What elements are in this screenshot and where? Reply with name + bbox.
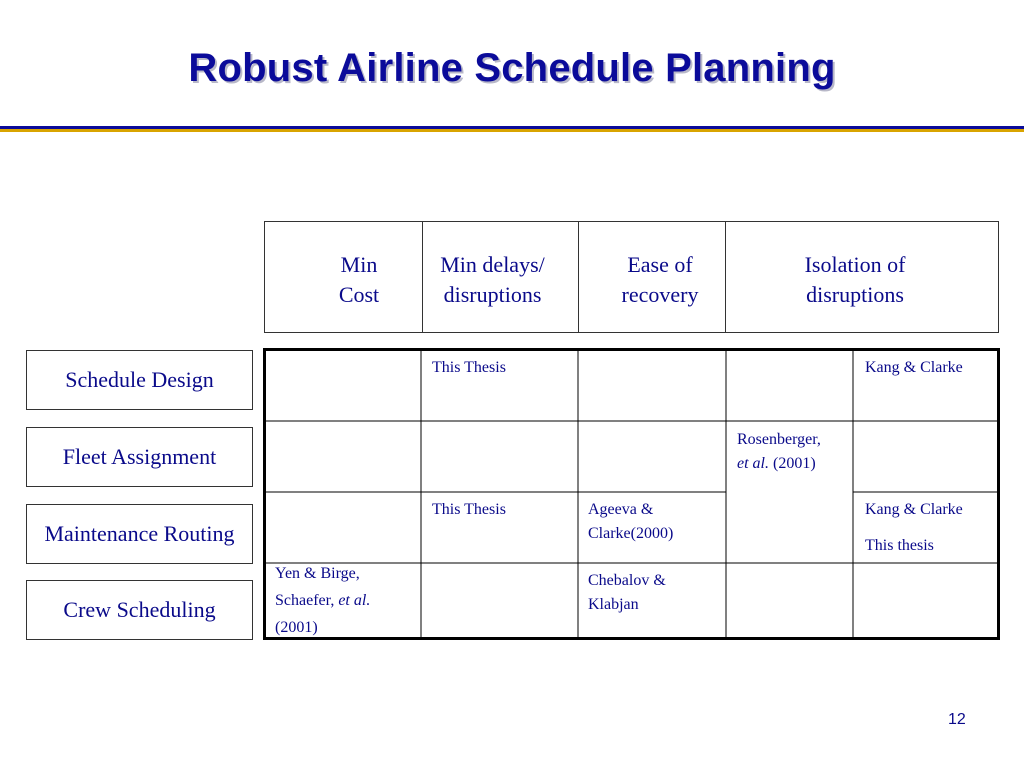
cell-crew-scheduling-min-cost: [275, 560, 370, 641]
cell-text: Schaefer,: [275, 592, 339, 609]
row-label-maintenance-routing: Maintenance Routing: [26, 504, 253, 564]
header-divider: [725, 222, 726, 332]
row-label-fleet-assignment: Fleet Assignment: [26, 427, 253, 487]
cell-maintenance-routing-ease-of-recovery: [588, 498, 673, 546]
cell-text-italic: et al.: [338, 592, 371, 609]
column-header-line: disruptions: [443, 282, 542, 307]
cell-text: Kang & Clarke: [865, 501, 963, 518]
cell-schedule-design-isolation: Kang & Clarke: [865, 359, 963, 376]
column-header-line: Min: [340, 252, 378, 277]
cell-schedule-design-min-delays: This Thesis: [432, 359, 506, 376]
column-header-line: disruptions: [806, 282, 904, 307]
header-divider: [578, 222, 579, 332]
column-header-ease-of-recovery: [605, 250, 715, 310]
column-header-min-cost: [329, 250, 389, 310]
column-header-line: Min delays/: [440, 252, 545, 277]
cell-fleet-assignment-ease-of-recovery: [737, 428, 821, 476]
column-header-line: Isolation of: [804, 252, 906, 277]
cell-text: Rosenberger,: [737, 431, 821, 448]
cell-text: [737, 452, 821, 476]
cell-text: Klabjan: [588, 596, 639, 613]
column-header-line: recovery: [621, 282, 699, 307]
cell-text: Ageeva &: [588, 501, 654, 518]
row-label-schedule-design: Schedule Design: [26, 350, 253, 410]
literature-grid: [263, 348, 1000, 640]
cell-text: (2001): [275, 619, 318, 636]
header-divider: [422, 222, 423, 332]
cell-crew-scheduling-ease-of-recovery: [588, 569, 666, 617]
column-header-line: Cost: [338, 282, 380, 307]
slide-title: Robust Airline Schedule Planning: [188, 46, 836, 90]
cell-text: Clarke(2000): [588, 525, 674, 542]
column-header-line: Ease of: [627, 252, 693, 277]
cell-text: [275, 587, 370, 614]
cell-text: (2001): [769, 455, 816, 472]
cell-text-italic: et al.: [737, 455, 769, 472]
column-header-min-delays: [425, 250, 560, 310]
cell-text: This thesis: [865, 537, 934, 554]
cell-maintenance-routing-isolation: [865, 498, 963, 558]
cell-text: Yen & Birge,: [275, 565, 360, 582]
row-label-crew-scheduling: Crew Scheduling: [26, 580, 253, 640]
criteria-header: [264, 221, 999, 333]
cell-maintenance-routing-min-delays: This Thesis: [432, 501, 506, 518]
title-underline-gold: [0, 129, 1024, 132]
page-number: 12: [948, 711, 966, 728]
column-header-isolation: [780, 250, 930, 310]
cell-text: Chebalov &: [588, 572, 666, 589]
